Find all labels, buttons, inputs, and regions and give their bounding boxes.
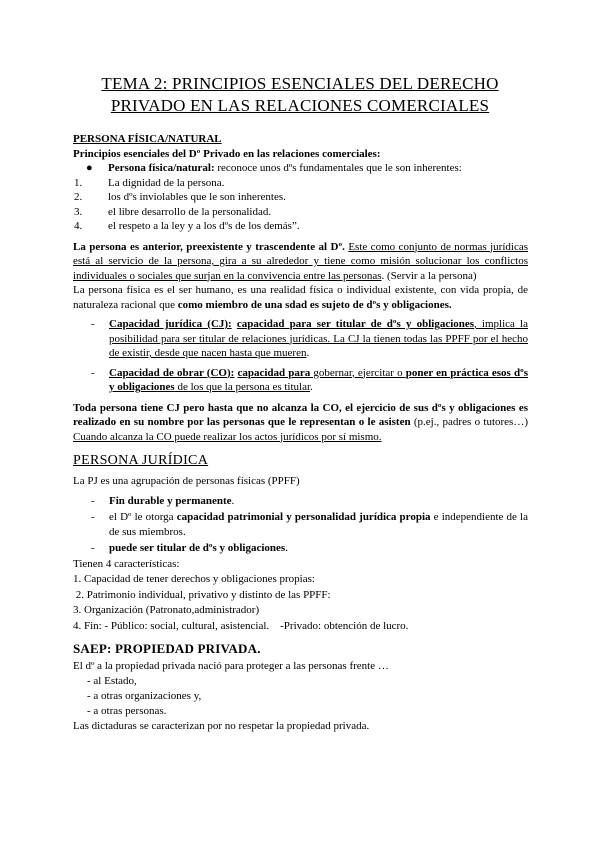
dash-item-capacidad-juridica: [73, 317, 528, 361]
dash-bold: capacidad patrimonial y personalidad jurídica propia: [176, 511, 431, 523]
section-subheading: Principios esenciales del Dº Privado en las relaciones comerciales:: [73, 147, 381, 160]
paragraph-bold-lead: La persona es anterior, preexistente y trascendente al Dº.: [73, 240, 345, 253]
dash-marker: -: [91, 511, 95, 523]
dash-end: .: [231, 494, 235, 507]
term-label: Capacidad de obrar (CO):: [109, 366, 235, 379]
dash-item: [73, 494, 528, 509]
paragraph-bold: como miembro de una sdad es sujeto de dºs y obligaciones.: [177, 298, 452, 311]
list-number: 3.: [74, 205, 83, 218]
dash-item: [73, 510, 528, 539]
list-item: [73, 219, 528, 234]
list-number: 2.: [74, 191, 83, 203]
term-end: .: [310, 381, 313, 393]
dash-end: .: [285, 542, 288, 554]
list-item: [73, 205, 528, 220]
dash-bold: puede ser titular de dºs y obligaciones: [109, 542, 286, 554]
list-number: 4.: [74, 220, 83, 232]
bullet-bold-label: Persona física/natural:: [108, 162, 215, 174]
paragraph-underlined: Cuando alcanza la CO puede realizar los actos jurídicos por sí mismo.: [73, 430, 382, 443]
characteristics-line: Tienen 4 características:: [73, 557, 180, 570]
paragraph-text: La persona física es el ser humano, es una realidad física o individual existente, con vida propia, de naturaleza racional que: [73, 284, 528, 311]
bullet-dot-icon: ●: [86, 162, 93, 174]
paragraph-bold: Toda persona tiene CJ pero hasta que no alcanza la CO, el ejercicio de sus dºs y obligaciones es realizado en su nombre por las personas que le representan o le asisten: [73, 401, 528, 428]
text-line: Las dictaduras se caracterizan por no respetar la propiedad privada.: [73, 720, 370, 732]
characteristics-line: 1. Capacidad de tener derechos y obligaciones propias:: [73, 573, 315, 585]
text-line: - a otras organizaciones y,: [87, 690, 202, 702]
characteristics-line: 4. Fin: - Público: social, cultural, asistencial. -Privado: obtención de lucro.: [73, 619, 409, 632]
list-number: 1.: [74, 176, 83, 189]
list-text: La dignidad de la persona.: [108, 176, 225, 189]
term-label: Capacidad jurídica (CJ):: [109, 318, 232, 330]
section-saep: [73, 640, 528, 734]
section-persona-fisica: [73, 132, 528, 444]
dash-item-capacidad-obrar: [73, 366, 528, 395]
paragraph-persona-fisica-def: [73, 283, 528, 312]
paragraph-text: (p.ej., padres o tutores…): [410, 416, 528, 428]
dash-marker: -: [91, 542, 95, 554]
dash-bold: Fin durable y permanente: [109, 494, 232, 507]
section-persona-juridica: [73, 452, 528, 634]
text-line: - a otras personas.: [87, 705, 167, 717]
list-text: el libre desarrollo de la personalidad.: [108, 205, 272, 218]
term-definition: , implica la posibilidad para ser titular de relaciones jurídicas. La CJ la tienen todas las PPFF por el hecho de existir, desde que nacen hasta que mueren: [109, 318, 528, 359]
dash-marker: -: [91, 494, 95, 507]
dash-marker: -: [91, 366, 95, 379]
characteristics-line: 2. Patrimonio individual, privativo y distinto de las PPFF:: [73, 588, 331, 601]
section-heading-persona-fisica: PERSONA FÍSICA/NATURAL: [73, 133, 222, 145]
section-heading-persona-juridica: PERSONA JURÍDICA: [73, 453, 209, 468]
paragraph-persona-anterior: [73, 240, 528, 284]
title-line-1: TEMA 2: PRINCIPIOS ESENCIALES DEL DERECHO: [101, 74, 499, 93]
paragraph-underlined: Este como conjunto de normas jurídicas está al servicio de la persona, gira a su alrededor y tiene como misión solucionar los conflictos individuales o sociales que surjan en la convivencia entre las personas: [73, 240, 529, 282]
dash-item: [73, 541, 528, 556]
section-intro: La PJ es una agrupación de personas físicas (PPFF): [73, 475, 300, 487]
paragraph-cj-co: [73, 401, 528, 445]
text-line: - al Estado,: [87, 675, 137, 687]
term-definition: gobernar, ejercitar o: [310, 366, 406, 379]
term-definition-bold: capacidad para: [237, 366, 311, 379]
characteristics-line: 3. Organización (Patronato,administrador): [73, 604, 260, 616]
term-end: .: [306, 347, 310, 359]
list-item: [73, 190, 528, 205]
text-line: El dº a la propiedad privada nació para proteger a las personas frente …: [73, 660, 389, 672]
term-definition-bold: poner en práctica esos dºs y obligaciones: [109, 366, 528, 393]
bullet-persona-fisica: [73, 161, 528, 176]
dash-marker: -: [91, 318, 95, 330]
term-definition: de los que la persona es titular: [174, 381, 311, 393]
title-line-2: PRIVADO EN LAS RELACIONES COMERCIALES: [110, 96, 490, 115]
list-text: el respeto a la ley y a los dºs de los demás”.: [108, 220, 300, 232]
term-definition-bold: capacidad para ser titular de dºs y obligaciones: [236, 318, 475, 330]
dash-text: el Dº le otorga: [109, 511, 177, 523]
bullet-text: reconoce unos dºs fundamentales que le son inherentes:: [214, 162, 462, 174]
list-text: los dºs inviolables que le son inherentes.: [108, 191, 286, 203]
document-title: [40, 73, 560, 117]
section-heading-saep: SAEP: PROPIEDAD PRIVADA.: [73, 641, 261, 656]
dash-text: e independiente de la de sus miembros.: [109, 511, 528, 538]
list-item: [73, 176, 528, 191]
paragraph-tail: . (Servir a la persona): [381, 269, 477, 282]
